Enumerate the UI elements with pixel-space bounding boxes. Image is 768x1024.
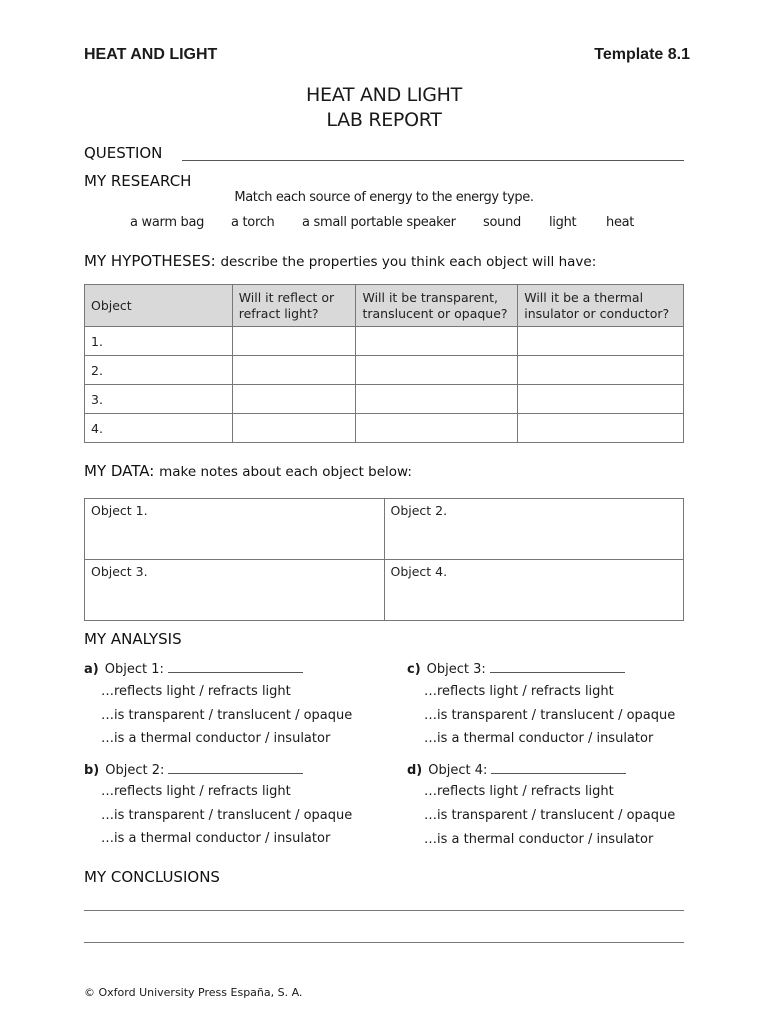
option-thermal[interactable]: …is a thermal conductor / insulator (101, 731, 331, 746)
word-bank-item: a small portable speaker (302, 215, 456, 230)
option-thermal[interactable]: …is a thermal conductor / insulator (101, 831, 331, 846)
template-number: Template 8.1 (594, 46, 690, 63)
data-cell-object-4[interactable]: Object 4. (384, 560, 684, 621)
item-letter: d) (407, 763, 423, 778)
word-bank-item: sound (483, 215, 521, 230)
question-label: QUESTION (84, 144, 163, 162)
column-header-reflect: Will it reflect or refract light? (232, 285, 356, 327)
table-row (85, 327, 684, 356)
object-label: Object 4: (428, 763, 488, 778)
page-subtitle: LAB REPORT (326, 109, 442, 131)
option-thermal[interactable]: …is a thermal conductor / insulator (424, 832, 654, 847)
column-header-thermal: Will it be a thermal insulator or conductor? (518, 285, 684, 327)
option-reflect[interactable]: …reflects light / refracts light (424, 684, 614, 699)
table-cell[interactable] (356, 356, 518, 385)
table-cell[interactable] (518, 327, 684, 356)
word-bank-item: a torch (231, 215, 275, 230)
item-letter: a) (84, 662, 99, 677)
table-cell[interactable] (356, 385, 518, 414)
table-cell[interactable] (518, 385, 684, 414)
data-cell-object-1[interactable]: Object 1. (85, 499, 385, 560)
option-transparency[interactable]: …is transparent / translucent / opaque (101, 708, 353, 723)
analysis-item-d (407, 761, 626, 778)
header-title: HEAT AND LIGHT (84, 46, 218, 63)
table-cell[interactable] (232, 327, 356, 356)
option-reflect[interactable]: …reflects light / refracts light (424, 784, 614, 799)
analysis-item-b (84, 761, 303, 778)
hypotheses-heading (84, 252, 596, 270)
hypotheses-table (84, 284, 684, 443)
hypotheses-label: MY HYPOTHESES: (84, 252, 216, 270)
column-header-object: Object (85, 285, 233, 327)
column-header-transparency: Will it be transparent, translucent or opaque? (356, 285, 518, 327)
table-cell[interactable] (518, 414, 684, 443)
option-transparency[interactable]: …is transparent / translucent / opaque (424, 808, 676, 823)
word-bank-item: light (549, 215, 577, 230)
table-cell[interactable] (232, 414, 356, 443)
data-cell-object-3[interactable]: Object 3. (85, 560, 385, 621)
copyright-footer: © Oxford University Press España, S. A. (84, 986, 303, 999)
option-transparency[interactable]: …is transparent / translucent / opaque (101, 808, 353, 823)
page-title: HEAT AND LIGHT (306, 84, 462, 106)
option-transparency[interactable]: …is transparent / translucent / opaque (424, 708, 676, 723)
data-table (84, 498, 684, 621)
row-number: 4. (85, 414, 233, 443)
conclusions-label: MY CONCLUSIONS (84, 868, 220, 886)
question-answer-line[interactable] (182, 145, 684, 161)
object-label: Object 2: (105, 763, 165, 778)
word-bank (0, 215, 768, 233)
data-label: MY DATA: (84, 462, 155, 480)
word-bank-item: a warm bag (130, 215, 205, 230)
table-row (85, 356, 684, 385)
row-number: 2. (85, 356, 233, 385)
conclusion-answer-line[interactable] (84, 910, 684, 911)
hypotheses-instruction: describe the properties you think each object will have: (220, 254, 597, 270)
data-instruction: make notes about each object below: (159, 464, 412, 480)
research-label: MY RESEARCH (84, 172, 192, 190)
analysis-item-a (84, 660, 303, 677)
option-thermal[interactable]: …is a thermal conductor / insulator (424, 731, 654, 746)
research-instruction: Match each source of energy to the energy type. (234, 190, 534, 205)
object-answer-line[interactable] (168, 660, 303, 673)
table-row (85, 414, 684, 443)
analysis-item-c (407, 660, 625, 677)
table-cell[interactable] (356, 327, 518, 356)
object-label: Object 1: (104, 662, 164, 677)
item-letter: b) (84, 763, 100, 778)
analysis-label: MY ANALYSIS (84, 630, 182, 648)
table-row (85, 385, 684, 414)
object-answer-line[interactable] (491, 761, 626, 774)
object-label: Object 3: (426, 662, 486, 677)
row-number: 3. (85, 385, 233, 414)
table-cell[interactable] (232, 385, 356, 414)
word-bank-item: heat (606, 215, 635, 230)
option-reflect[interactable]: …reflects light / refracts light (101, 784, 291, 799)
conclusion-answer-line[interactable] (84, 942, 684, 943)
row-number: 1. (85, 327, 233, 356)
option-reflect[interactable]: …reflects light / refracts light (101, 684, 291, 699)
object-answer-line[interactable] (168, 761, 303, 774)
data-cell-object-2[interactable]: Object 2. (384, 499, 684, 560)
table-cell[interactable] (518, 356, 684, 385)
data-heading (84, 462, 412, 480)
table-cell[interactable] (232, 356, 356, 385)
object-answer-line[interactable] (490, 660, 625, 673)
table-cell[interactable] (356, 414, 518, 443)
item-letter: c) (407, 662, 421, 677)
